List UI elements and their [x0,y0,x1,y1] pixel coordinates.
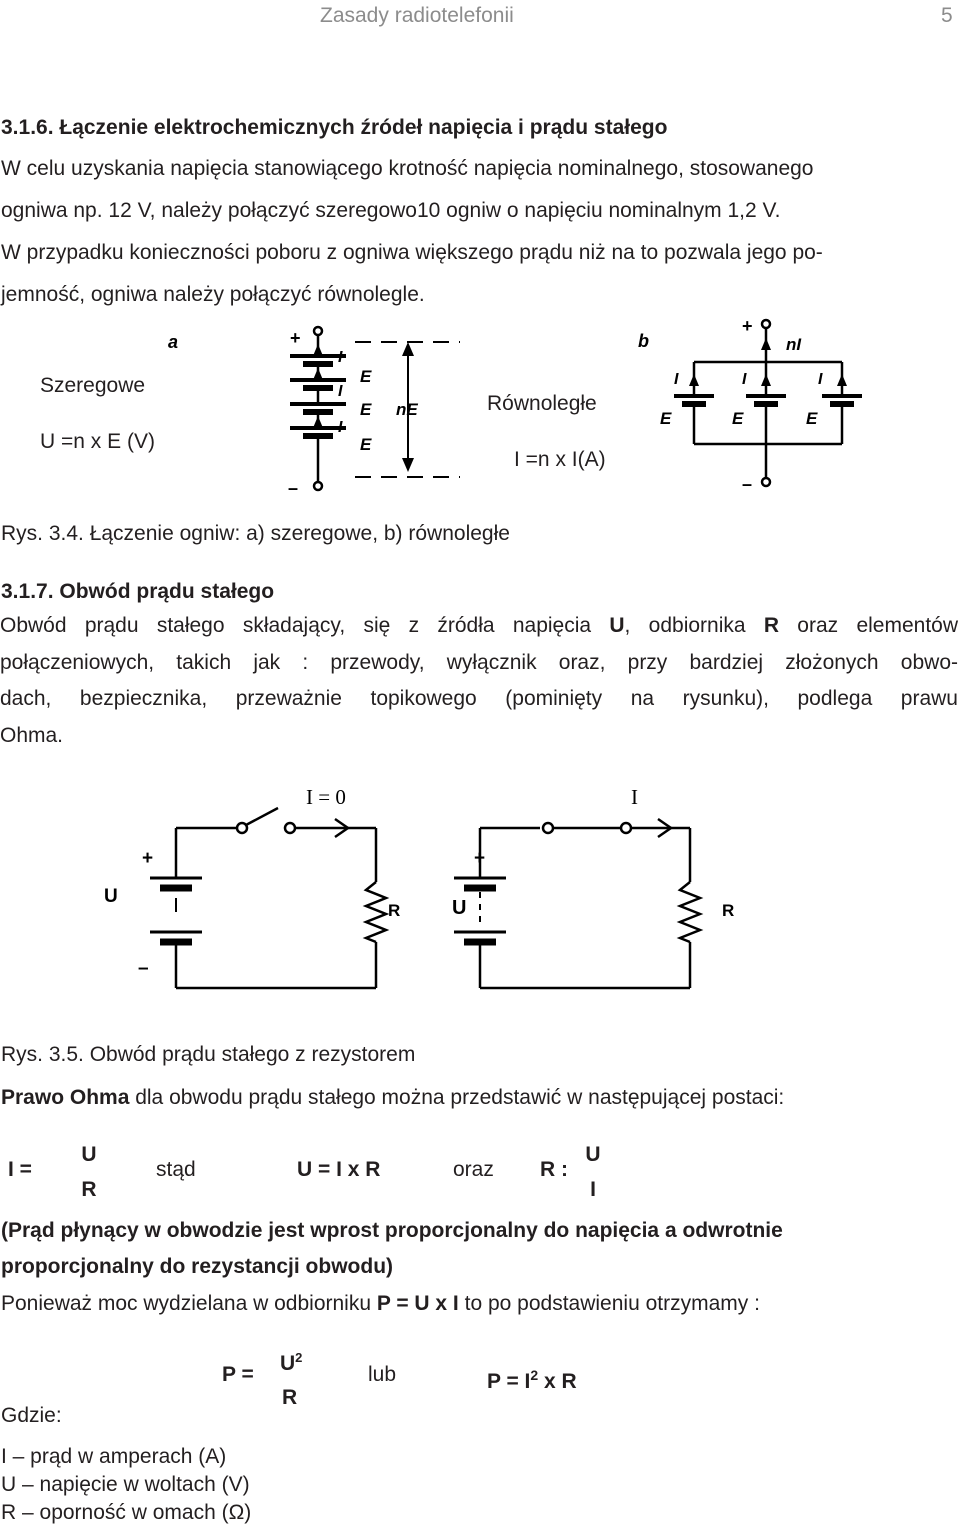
series-label: Szeregowe [40,374,146,397]
section-316-heading: 3.1.6. Łączenie elektrochemicznych źródeł napięcia i prądu stałego [1,116,668,139]
word-oraz: oraz [453,1158,494,1181]
left-current-label: I = 0 [306,785,346,809]
voltage-label: U [104,886,118,907]
power-sentence [1,1286,760,1322]
formula-r-denominator: I [590,1178,596,1201]
proportionality-note: (Prąd płynący w obwodzie jest wprost proporcjonalny do napięcia a odwrotnie [1,1219,783,1242]
parallel-label: Równoległe [487,392,597,415]
current-label: I [338,383,343,400]
paragraph-line: połączeniowych, takich jak : przewody, wyłącznik oraz, przy bardziej złożonych obwo- [0,650,958,674]
text-run: Obwód prądu stałego składający, się z źródła napięcia [0,614,610,637]
bold-symbol: R [763,614,780,637]
formula-r-numerator: U [585,1143,601,1166]
power-alt-base: P = I [487,1370,531,1393]
current-label: I [674,371,679,388]
emf-label: E [806,409,818,428]
legend-item: I – prąd w amperach (A) [1,1445,227,1468]
current-label: I [742,371,747,388]
power-denominator: R [282,1386,298,1409]
word-stad: stąd [156,1158,196,1181]
paragraph-line [0,608,958,645]
power-lhs: P = [222,1363,254,1386]
power-formula-alt [487,1357,577,1400]
header-title: Zasady radiotelefonii [320,4,514,27]
formula-r-lhs: R : [540,1158,568,1181]
power-alt-tail: x R [538,1370,577,1393]
series-formula: U =n x E (V) [40,430,155,453]
text-run: , odbiornika [624,614,764,637]
paragraph-line: dach, bezpiecznika, przeważnie topikowego (pominięty na rysunku), podlega prawu [0,687,958,710]
section-title: Obwód prądu stałego [59,580,275,603]
power-numerator-base: U [280,1352,296,1375]
paragraph-line: jemność, ogniwa należy połączyć równolegle. [1,283,425,306]
power-exponent: 2 [295,1350,303,1365]
minus-sign: – [742,474,753,494]
right-current-label: I [631,785,638,809]
resistor-label: R [722,901,735,920]
emf-label: E [360,367,372,386]
diagram-tag-b: b [638,331,649,351]
plus-sign: + [742,316,753,336]
text-run: to po podstawieniu otrzymamy : [458,1292,760,1315]
current-label: I [338,419,343,436]
circuit-figure [90,770,790,1020]
legend-item: R – oporność w omach (Ω) [1,1501,252,1524]
legend-title: Gdzie: [1,1404,62,1427]
formula-i-denominator: R [81,1178,97,1201]
word-lub: lub [368,1363,397,1386]
figure-34-caption: Rys. 3.4. Łączenie ogniw: a) szeregowe, b) równoległe [1,522,510,545]
bold-symbol: U [609,614,625,637]
minus-sign: – [138,958,149,979]
emf-label: E [732,409,744,428]
figure-35-caption: Rys. 3.5. Obwód prądu stałego z rezystorem [1,1043,416,1066]
power-formula: P = U x I [376,1292,459,1315]
section-number: 3.1.7. [1,580,54,603]
plus-sign: + [474,848,486,869]
paragraph-line: ogniwa np. 12 V, należy połączyć szeregowo10 ogniw o napięciu nominalnym 1,2 V. [1,199,781,222]
total-current-label: nI [786,335,802,354]
formula-u: U = I x R [297,1158,381,1181]
paragraph-line: W celu uzyskania napięcia stanowiącego krotność napięcia nominalnego, stosowanego [1,157,814,180]
formula-i-lhs: I = [8,1158,32,1181]
current-label: I [818,371,823,388]
current-label: I [338,349,343,366]
resistor-label: R [388,901,401,920]
minus-sign: – [288,478,299,497]
section-317-paragraph [0,608,958,754]
text-run: dla obwodu prądu stałego można przedstawić w następującej postaci: [129,1086,785,1109]
parallel-cells-diagram [630,312,870,497]
voltage-label: U [452,897,467,919]
paragraph-line: Ohma. [0,723,64,747]
section-317-heading [1,574,274,610]
series-cells-diagram [160,322,460,497]
paragraph-line: W przypadku konieczności poboru z ogniwa większego prądu niż na to pozwala jego po- [1,241,823,264]
legend-item: U – napięcie w woltach (V) [1,1473,250,1496]
emf-label: E [360,400,372,419]
page-number: 5 [941,4,953,27]
emf-label: E [360,435,372,454]
total-emf-label: nE [396,400,418,419]
plus-sign: + [290,328,301,348]
text-run: oraz elementów [779,614,958,637]
ohm-law-term: Prawo Ohma [1,1086,130,1109]
proportionality-note: proporcjonalny do rezystancji obwodu) [1,1255,394,1278]
text-run: Ponieważ moc wydzielana w odbiorniku [1,1292,377,1315]
emf-label: E [660,409,672,428]
power-exponent: 2 [530,1367,539,1383]
formula-i-numerator: U [81,1143,97,1166]
diagram-tag-a: a [168,332,179,352]
parallel-formula: I =n x I(A) [514,448,606,471]
power-numerator [280,1350,302,1376]
plus-sign: + [142,848,154,869]
ohm-intro [1,1080,784,1116]
